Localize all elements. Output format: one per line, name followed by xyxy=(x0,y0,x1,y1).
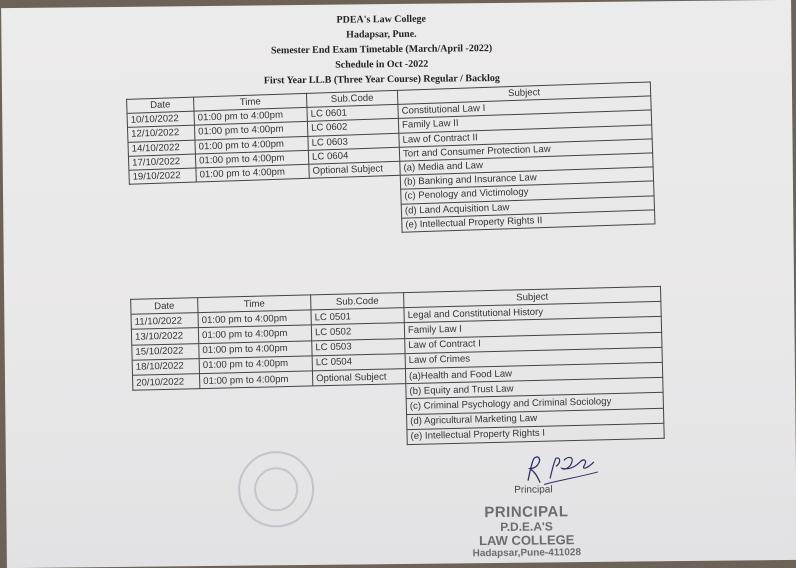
exam-title: Semester End Exam Timetable (March/April -2022) xyxy=(270,43,493,57)
cell-code: Optional Subject xyxy=(312,369,405,386)
cell-date: 18/10/2022 xyxy=(132,358,199,375)
cell-time: 01:00 pm to 4:00pm xyxy=(199,340,312,358)
seal-org: P.D.E.A'S xyxy=(500,519,553,534)
seal-address: Hadapsar,Pune-411028 xyxy=(472,547,582,560)
cell-subject: (b) Equity and Trust Law xyxy=(406,377,663,398)
cell-subject: (e) Intellectual Property Rights I xyxy=(407,423,664,444)
course-title: First Year LL.B (Three Year Course) Regular / Backlog xyxy=(263,72,500,87)
document-header xyxy=(231,11,532,89)
column-header-subject: Subject xyxy=(404,286,661,307)
cell-time: 01:00 pm to 4:00pm xyxy=(198,325,311,343)
cell-date: 20/10/2022 xyxy=(133,374,200,391)
cell-time: 01:00 pm to 4:00pm xyxy=(196,164,309,182)
cell-subject: (a) Media and Law xyxy=(400,153,653,176)
cell-subject: (a)Health and Food Law xyxy=(405,362,662,383)
cell-time: 01:00 pm to 4:00pm xyxy=(198,310,311,328)
cell-code: LC 0604 xyxy=(308,147,399,164)
college-stamp xyxy=(238,451,315,528)
column-header-time: Time xyxy=(194,93,307,111)
column-header-date: Date xyxy=(131,298,198,315)
cell-code: LC 0603 xyxy=(308,133,399,150)
column-header-code: Sub.Code xyxy=(311,293,404,310)
cell-code: LC 0504 xyxy=(312,353,405,370)
column-header-subject: Subject xyxy=(397,82,650,105)
seal-college: LAW COLLEGE xyxy=(478,532,575,549)
cell-code: LC 0502 xyxy=(311,323,404,340)
cell-time: 01:00 pm to 4:00pm xyxy=(199,356,312,374)
column-header-date: Date xyxy=(127,97,194,113)
cell-code: LC 0503 xyxy=(312,338,405,355)
cell-subject: Constitutional Law I xyxy=(398,96,651,119)
cell-code: LC 0601 xyxy=(307,105,398,122)
cell-code: LC 0501 xyxy=(311,308,404,325)
column-header-code: Sub.Code xyxy=(306,90,397,107)
principal-seal xyxy=(456,505,597,559)
cell-subject: Tort and Consumer Protection Law xyxy=(399,139,652,162)
cell-date: 12/10/2022 xyxy=(128,125,195,141)
cell-date: 11/10/2022 xyxy=(131,313,198,330)
cell-date: 17/10/2022 xyxy=(128,154,195,170)
cell-date: 10/10/2022 xyxy=(127,111,194,127)
cell-time: 01:00 pm to 4:00pm xyxy=(194,108,307,126)
cell-subject: Law of Crimes xyxy=(405,347,662,368)
cell-subject: (b) Banking and Insurance Law xyxy=(400,167,653,190)
cell-date: 14/10/2022 xyxy=(128,140,195,156)
signature-label: Principal xyxy=(514,484,553,496)
cell-date: 15/10/2022 xyxy=(132,343,199,360)
timetable-second-semester xyxy=(130,286,665,452)
cell-time: 01:00 pm to 4:00pm xyxy=(199,371,312,389)
cell-subject: Law of Contract I xyxy=(405,332,662,353)
stamp-inner-ring xyxy=(254,467,298,511)
cell-subject: Family Law I xyxy=(404,317,661,338)
cell-code: Optional Subject xyxy=(309,161,400,178)
cell-date: 19/10/2022 xyxy=(129,168,196,184)
seal-title: PRINCIPAL xyxy=(484,503,569,522)
cell-subject: (c) Criminal Psychology and Criminal Sociology xyxy=(406,393,663,414)
timetable-document xyxy=(1,0,796,568)
cell-subject: (c) Penology and Victimology xyxy=(401,181,654,204)
cell-date: 13/10/2022 xyxy=(131,328,198,345)
cell-code: LC 0602 xyxy=(307,119,398,136)
college-address: Hadapsar, Pune. xyxy=(346,28,417,41)
cell-subject: (e) Intellectual Property Rights II xyxy=(402,210,655,233)
cell-subject: Family Law II xyxy=(398,110,651,133)
principal-signature xyxy=(514,448,604,489)
schedule-note: Schedule in Oct -2022 xyxy=(335,58,429,71)
timetable-first-semester xyxy=(126,81,655,241)
column-header-time: Time xyxy=(198,295,311,313)
cell-subject: Law of Contract II xyxy=(399,124,652,147)
college-name: PDEA's Law College xyxy=(336,13,427,26)
cell-subject: (d) Agricultural Marketing Law xyxy=(407,408,664,429)
cell-subject: Legal and Constitutional History xyxy=(404,302,661,323)
cell-time: 01:00 pm to 4:00pm xyxy=(195,150,308,168)
cell-time: 01:00 pm to 4:00pm xyxy=(194,122,307,140)
cell-time: 01:00 pm to 4:00pm xyxy=(195,136,308,154)
cell-subject: (d) Land Acquisition Law xyxy=(401,195,654,218)
